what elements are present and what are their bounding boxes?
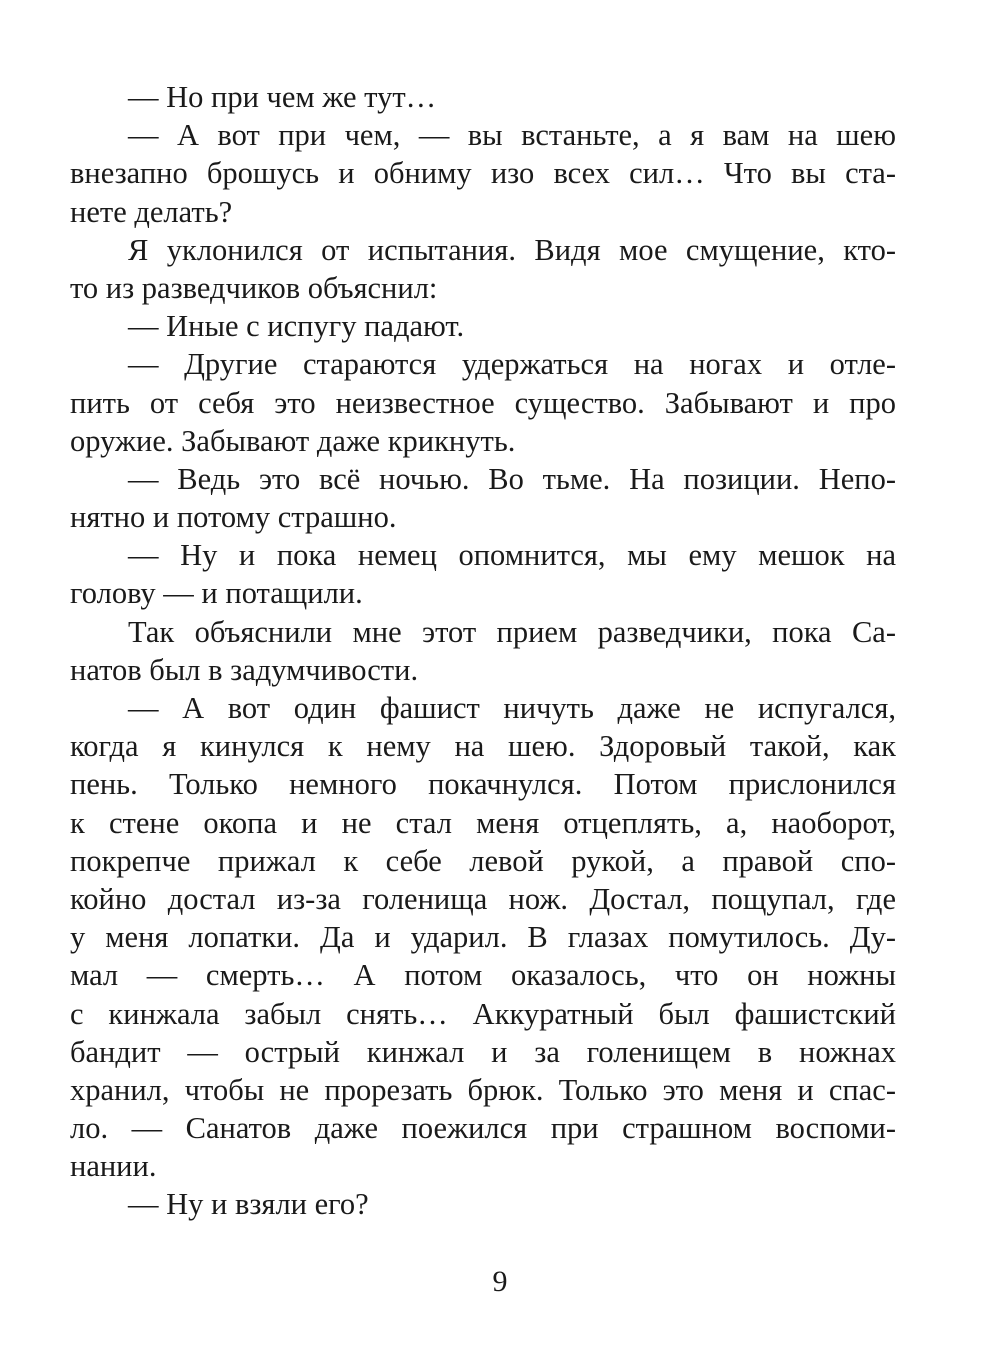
text-line: ло. — Санатов даже поежился при страшном воспоми- (70, 1111, 896, 1146)
text-line: — Иные с испугу падают. (128, 309, 465, 344)
text-line: — Ведь это всё ночью. Во тьме. На позиции. Непо- (128, 461, 896, 496)
text-line: Я уклонился от испытания. Видя мое смущение, кто- (128, 232, 896, 267)
text-line: нете делать? (70, 194, 233, 229)
text-line: с кинжала забыл снять… Аккуратный был фашистский (70, 996, 896, 1031)
text-line: покрепче прижал к себе левой рукой, а правой спо- (70, 843, 896, 878)
text-line: натов был в задумчивости. (70, 652, 419, 687)
text-line: нятно и потому страшно. (70, 500, 397, 535)
text-line: то из разведчиков объяснил: (70, 270, 438, 305)
text-line: — Но при чем же тут… (128, 80, 437, 114)
text-line: бандит — острый кинжал и за голенищем в ножнах (70, 1034, 896, 1069)
text-line: внезапно брошусь и обниму изо всех сил… Что вы ста- (70, 156, 896, 191)
text-line: — А вот при чем, — вы встаньте, а я вам на шею (128, 118, 896, 153)
text-line: пить от себя это неизвестное существо. Забывают и про (70, 385, 896, 420)
text-line: мал — смерть… А потом оказалось, что он ножны (70, 958, 896, 993)
text-line: — Другие стараются удержаться на ногах и отле- (128, 347, 896, 382)
text-line: у меня лопатки. Да и ударил. В глазах помутилось. Ду- (70, 920, 896, 955)
text-line: нании. (70, 1149, 157, 1184)
page-number: 9 (492, 1265, 508, 1298)
text-line: — А вот один фашист ничуть даже не испугался, (128, 691, 896, 725)
text-line: — Ну и пока немец опомнится, мы ему мешок на (128, 538, 896, 573)
text-line: к стене окопа и не стал меня отцеплять, а, наоборот, (70, 805, 896, 840)
text-line: койно достал из-за голенища нож. Достал, пощупал, где (70, 881, 896, 916)
text-line: Так объяснили мне этот прием разведчики, пока Са- (128, 614, 896, 649)
text-line: пень. Только немного покачнулся. Потом прислонился (70, 767, 896, 802)
text-line: хранил, чтобы не прорезать брюк. Только это меня и спас- (70, 1072, 896, 1107)
text-line: оружие. Забывают даже крикнуть. (70, 423, 516, 458)
text-line: когда я кинулся к нему на шею. Здоровый такой, как (70, 729, 896, 764)
text-line: голову — и потащили. (70, 576, 363, 611)
text-line: — Ну и взяли его? (128, 1187, 369, 1222)
body-text (70, 78, 896, 1224)
